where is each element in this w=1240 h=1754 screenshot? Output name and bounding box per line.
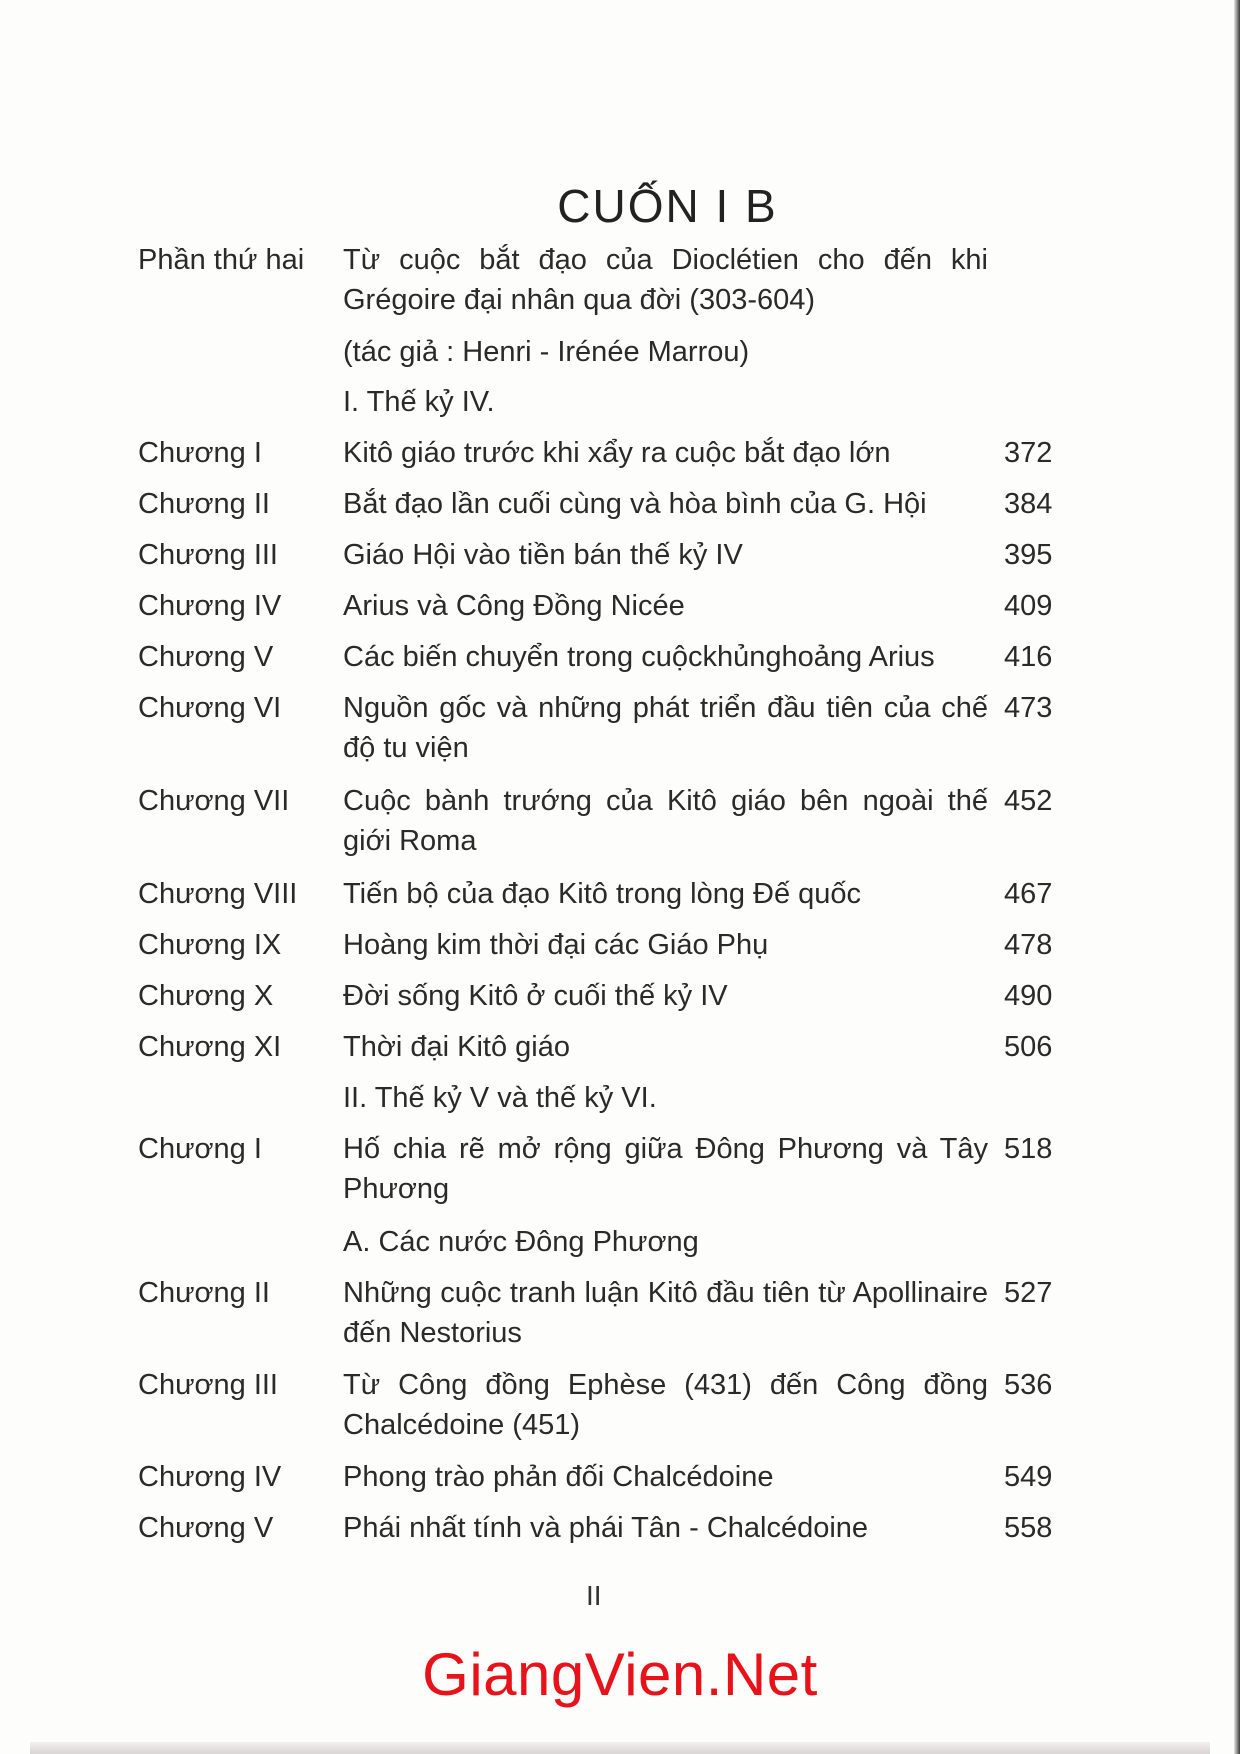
toc-chapter-label: Chương IV xyxy=(138,590,282,622)
toc-chapter-label: Chương V xyxy=(138,641,274,673)
toc-entry-title: Thời đại Kitô giáo xyxy=(343,1031,570,1063)
toc-entry-title: Các biến chuyển trong cuộckhủnghoảng Arius xyxy=(343,641,935,673)
toc-part-label: Phần thứ hai xyxy=(138,244,305,276)
toc-entry-title: Nguồn gốc và những phát triển đầu tiên của chế độ tu viện xyxy=(343,692,988,764)
toc-page-number: 395 xyxy=(1004,539,1053,571)
toc-page-number: 409 xyxy=(1004,590,1053,622)
toc-chapter-label: Chương III xyxy=(138,1369,278,1401)
toc-page-number: 384 xyxy=(1004,488,1053,520)
toc-page-number: 473 xyxy=(1004,692,1053,724)
toc-entry-title: Những cuộc tranh luận Kitô đầu tiên từ Apollinaire đến Nestorius xyxy=(343,1277,988,1349)
toc-entry-title: Kitô giáo trước khi xẩy ra cuộc bắt đạo lớn xyxy=(343,437,891,469)
toc-entry-title: Bắt đạo lần cuối cùng và hòa bình của G. Hội xyxy=(343,488,927,520)
toc-entry-title: Phong trào phản đối Chalcédoine xyxy=(343,1461,774,1493)
toc-entry-title: Từ cuộc bắt đạo của Dioclétien cho đến khi Grégoire đại nhân qua đời (303-604) xyxy=(343,244,988,316)
page-title: CUỐN I B xyxy=(557,179,778,232)
toc-entry-title: Tiến bộ của đạo Kitô trong lòng Đế quốc xyxy=(343,878,862,910)
toc-page-number: 372 xyxy=(1004,437,1053,469)
toc-chapter-label: Chương IV xyxy=(138,1461,282,1493)
toc-entry-title: Hố chia rẽ mở rộng giữa Đông Phương và Tây Phương xyxy=(343,1133,988,1205)
toc-page-number: 478 xyxy=(1004,929,1053,961)
toc-page-number: 518 xyxy=(1004,1133,1053,1165)
toc-chapter-label: Chương VIII xyxy=(138,878,298,910)
toc-chapter-label: Chương I xyxy=(138,437,262,469)
toc-chapter-label: Chương II xyxy=(138,488,270,520)
toc-chapter-label: Chương VII xyxy=(138,785,290,817)
toc-author-note: (tác giả : Henri - Irénée Marrou) xyxy=(343,336,750,368)
toc-chapter-label: Chương VI xyxy=(138,692,282,724)
toc-chapter-label: Chương V xyxy=(138,1512,274,1544)
toc-entry-title: Phái nhất tính và phái Tân - Chalcédoine xyxy=(343,1512,869,1544)
toc-page-number: 490 xyxy=(1004,980,1053,1012)
toc-entry-title: Arius và Công Đồng Nicée xyxy=(343,590,685,622)
toc-section-title: I. Thế kỷ IV. xyxy=(343,386,495,418)
watermark-text: GiangVien.Net xyxy=(422,1641,818,1708)
toc-page-number: 467 xyxy=(1004,878,1053,910)
toc-entry-title: Từ Công đồng Ephèse (431) đến Công đồng Chalcédoine (451) xyxy=(343,1369,988,1441)
toc-chapter-label: Chương IX xyxy=(138,929,282,961)
toc-section-title: II. Thế kỷ V và thế kỷ VI. xyxy=(343,1082,657,1114)
toc-chapter-label: Chương II xyxy=(138,1277,270,1309)
toc-page-number: 452 xyxy=(1004,785,1053,817)
toc-page-number: 527 xyxy=(1004,1277,1053,1309)
toc-page-number: 506 xyxy=(1004,1031,1053,1063)
toc-entry-title: Hoàng kim thời đại các Giáo Phụ xyxy=(343,929,769,961)
page-number-footer: II xyxy=(586,1580,602,1611)
toc-page-number: 416 xyxy=(1004,641,1053,673)
toc-entry-title: Cuộc bành trướng của Kitô giáo bên ngoài thế giới Roma xyxy=(343,785,988,857)
toc-chapter-label: Chương X xyxy=(138,980,274,1012)
toc-chapter-label: Chương XI xyxy=(138,1031,282,1063)
toc-entry-title: Giáo Hội vào tiền bán thế kỷ IV xyxy=(343,539,743,571)
toc-entry-title: Đời sống Kitô ở cuối thế kỷ IV xyxy=(343,980,728,1012)
toc-page-number: 536 xyxy=(1004,1369,1053,1401)
page-edge xyxy=(1234,0,1240,1754)
toc-page-number: 549 xyxy=(1004,1461,1053,1493)
toc-chapter-label: Chương III xyxy=(138,539,278,571)
toc-section-title: A. Các nước Đông Phương xyxy=(343,1226,699,1258)
page-bottom-edge xyxy=(30,1742,1210,1754)
toc-page-number: 558 xyxy=(1004,1512,1053,1544)
toc-chapter-label: Chương I xyxy=(138,1133,262,1165)
